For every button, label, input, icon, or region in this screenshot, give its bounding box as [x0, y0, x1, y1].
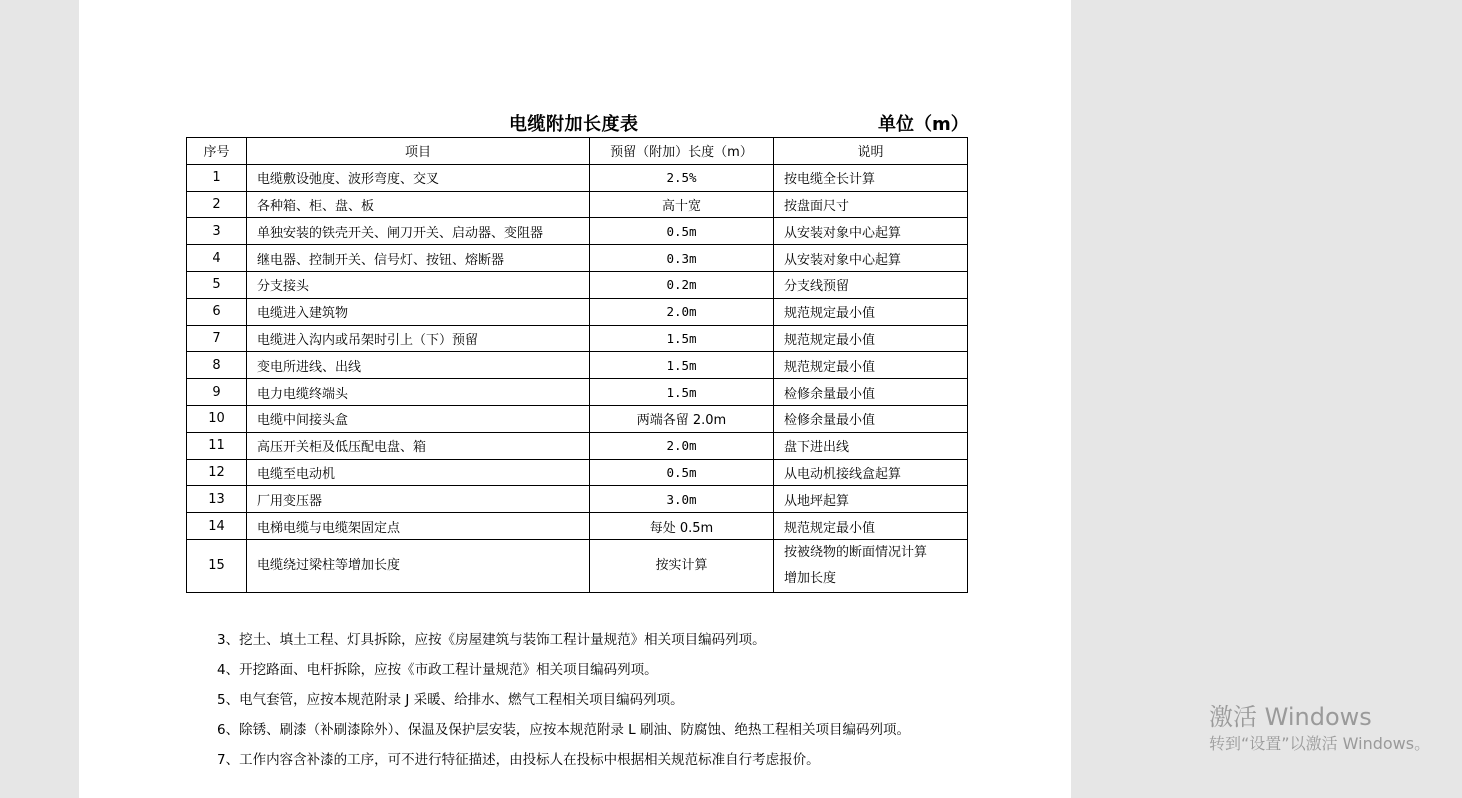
row-note: 规范规定最小值: [774, 513, 968, 540]
row-length: 两端各留 2.0m: [590, 405, 774, 432]
row-no: 7: [187, 325, 247, 352]
row-note: 检修余量最小值: [774, 379, 968, 406]
row-item: 单独安装的铁壳开关、闸刀开关、启动器、变阻器: [247, 218, 590, 245]
row-length: 2.0m: [590, 432, 774, 459]
row-note: 规范规定最小值: [774, 298, 968, 325]
row-no: 15: [187, 539, 247, 592]
row-item: 电力电缆终端头: [247, 379, 590, 406]
table-row: [187, 164, 968, 191]
table-row: [187, 325, 968, 352]
note-item: 7、工作内容含补漆的工序，可不进行特征描述，由投标人在投标中根据相关规范标准自行考虑报价。: [217, 752, 820, 768]
table-row: [187, 352, 968, 379]
row-item: 电缆进入建筑物: [247, 298, 590, 325]
row-no: 12: [187, 459, 247, 486]
header-item: 项目: [247, 138, 590, 165]
table-row: [187, 539, 968, 592]
row-item: 电梯电缆与电缆架固定点: [247, 513, 590, 540]
row-note: [774, 539, 968, 592]
table-row: [187, 245, 968, 272]
row-note: 按盘面尺寸: [774, 191, 968, 218]
row-note: 检修余量最小值: [774, 405, 968, 432]
row-length: 0.5m: [590, 459, 774, 486]
row-note: 从地坪起算: [774, 486, 968, 513]
row-length: 2.5%: [590, 164, 774, 191]
row-no: 2: [187, 191, 247, 218]
row-no: 11: [187, 432, 247, 459]
note-item: 3、挖土、填土工程、灯具拆除，应按《房屋建筑与装饰工程计量规范》相关项目编码列项。: [217, 632, 766, 648]
table-title: 电缆附加长度表: [509, 114, 639, 135]
row-length: 2.0m: [590, 298, 774, 325]
row-item: 电缆进入沟内或吊架时引上（下）预留: [247, 325, 590, 352]
watermark-title: 激活 Windows: [1209, 703, 1372, 731]
row-length: 3.0m: [590, 486, 774, 513]
table-header-row: [187, 138, 968, 165]
row-length: 1.5m: [590, 379, 774, 406]
row-length: 0.3m: [590, 245, 774, 272]
note-item: 4、开挖路面、电杆拆除，应按《市政工程计量规范》相关项目编码列项。: [217, 662, 658, 678]
table-unit: 单位（m）: [878, 114, 969, 135]
row-item: 电缆至电动机: [247, 459, 590, 486]
row-no: 8: [187, 352, 247, 379]
row-no: 5: [187, 271, 247, 298]
row-note: 从电动机接线盒起算: [774, 459, 968, 486]
table-row: [187, 459, 968, 486]
table-row: [187, 486, 968, 513]
row-length: 按实计算: [590, 539, 774, 592]
table-row: [187, 271, 968, 298]
row-item: 厂用变压器: [247, 486, 590, 513]
row-no: 3: [187, 218, 247, 245]
table-row: [187, 513, 968, 540]
row-no: 10: [187, 405, 247, 432]
header-no: 序号: [187, 138, 247, 165]
row-item: 电缆绕过梁柱等增加长度: [247, 539, 590, 592]
row-length: 1.5m: [590, 325, 774, 352]
table-row: [187, 432, 968, 459]
table-row: [187, 379, 968, 406]
note-item: 6、除锈、刷漆（补刷漆除外）、保温及保护层安装，应按本规范附录 L 刷油、防腐蚀、绝热工程相关项目编码列项。: [217, 722, 910, 738]
row-no: 6: [187, 298, 247, 325]
row-no: 4: [187, 245, 247, 272]
row-note-line-1: 按被绕物的断面情况计算: [784, 544, 928, 560]
row-item: 电缆中间接头盒: [247, 405, 590, 432]
row-no: 1: [187, 164, 247, 191]
cable-length-table: [186, 137, 968, 593]
row-note: 盘下进出线: [774, 432, 968, 459]
windows-activation-watermark: [1209, 702, 1430, 756]
row-note: 按电缆全长计算: [774, 164, 968, 191]
row-length: 高十宽: [590, 191, 774, 218]
document-page: [79, 0, 1071, 798]
table-row: [187, 218, 968, 245]
row-item: 高压开关柜及低压配电盘、箱: [247, 432, 590, 459]
row-note-line-2: 增加长度: [784, 570, 837, 586]
row-item: 分支接头: [247, 271, 590, 298]
row-no: 9: [187, 379, 247, 406]
row-length: 1.5m: [590, 352, 774, 379]
table-row: [187, 405, 968, 432]
row-note: 从安装对象中心起算: [774, 218, 968, 245]
row-item: 继电器、控制开关、信号灯、按钮、熔断器: [247, 245, 590, 272]
row-note: 从安装对象中心起算: [774, 245, 968, 272]
watermark-subtitle: 转到“设置”以激活 Windows。: [1209, 734, 1431, 753]
note-item: 5、电气套管，应按本规范附录 J 采暖、给排水、燃气工程相关项目编码列项。: [217, 692, 684, 708]
row-note: 规范规定最小值: [774, 325, 968, 352]
row-length: 0.2m: [590, 271, 774, 298]
table-row: [187, 191, 968, 218]
row-item: 电缆敷设弛度、波形弯度、交叉: [247, 164, 590, 191]
row-no: 13: [187, 486, 247, 513]
row-length: 0.5m: [590, 218, 774, 245]
header-note: 说明: [774, 138, 968, 165]
left-gutter: [0, 0, 79, 798]
row-no: 14: [187, 513, 247, 540]
notes-list: [217, 625, 910, 775]
table-row: [187, 298, 968, 325]
row-note: 分支线预留: [774, 271, 968, 298]
row-item: 变电所进线、出线: [247, 352, 590, 379]
row-note: 规范规定最小值: [774, 352, 968, 379]
header-length: 预留（附加）长度（m）: [590, 138, 774, 165]
row-item: 各种箱、柜、盘、板: [247, 191, 590, 218]
row-length: 每处 0.5m: [590, 513, 774, 540]
